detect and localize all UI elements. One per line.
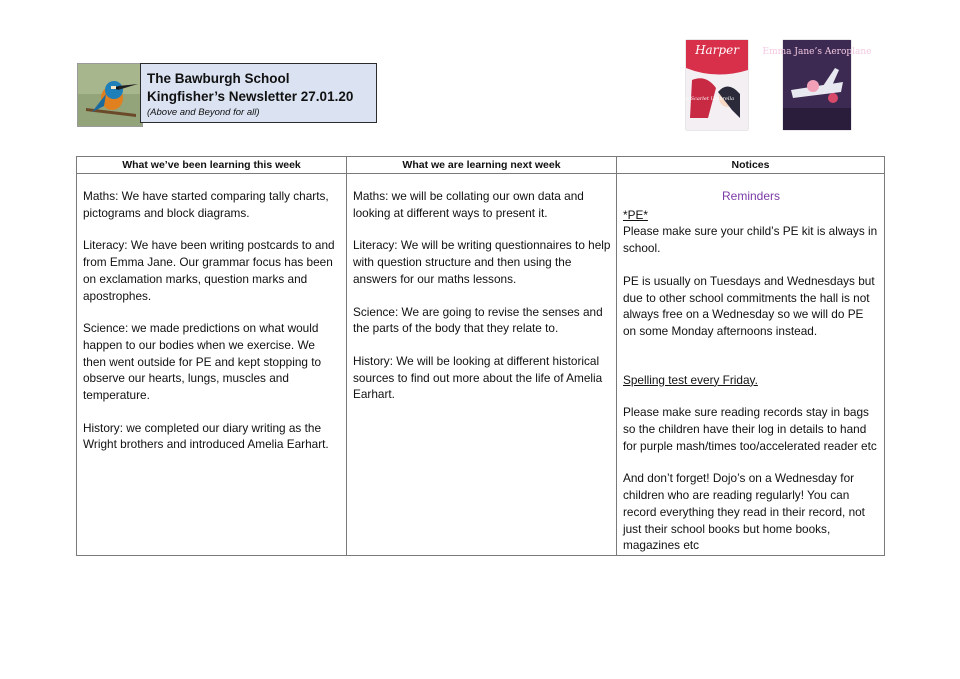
dojo-notice: And don’t forget! Dojo’s on a Wednesday for children who are reading regularly! You can record everything they read in their record, not just their school books but home books, magazines etc <box>623 471 865 553</box>
notices-cell <box>617 174 885 556</box>
reading-notice: Please make sure reading records stay in bags so the children have their log in details to hand for purple mash/times too/accelerated reader etc <box>623 405 877 453</box>
next-week-maths: Maths: we will be collating our own data and looking at different ways to present it. <box>353 189 584 220</box>
school-motto: (Above and Beyond for all) <box>147 107 260 118</box>
pe-kit-notice: Please make sure your child’s PE kit is always in school. <box>623 224 878 256</box>
newsletter-title: Kingfisher’s Newsletter 27.01.20 <box>147 89 354 104</box>
next-week-science: Science: We are going to revise the senses and the parts of the body that they relate to. <box>353 304 603 336</box>
school-name: The Bawburgh School <box>147 71 290 86</box>
pe-heading: *PE* <box>623 207 648 222</box>
next-week-cell <box>347 174 617 556</box>
next-week-history: History: We will be looking at different historical sources to find out more about the life of Amelia Earhart. <box>353 353 603 402</box>
next-week-literacy: Literacy: We will be writing questionnaires to help with question structure and then using the answers for our maths lessons. <box>353 238 611 286</box>
kingfisher-logo <box>77 63 143 127</box>
header-this-week: What we’ve been learning this week <box>77 157 347 174</box>
this-week-science: Science: we made predictions on what would happen to our bodies when we exercise. We then went outside for PE and kept stopping to observe our hearts, lungs, muscles and temperature. <box>83 321 322 403</box>
book-cover-emma-jane <box>762 40 872 130</box>
this-week-cell <box>77 174 347 556</box>
pe-days-notice: PE is usually on Tuesdays and Wednesdays but due to other school commitments the hall is not always free on a Wednesday so we will do PE on some Monday afternoons instead. <box>623 273 875 338</box>
book2-title: Emma Jane’s Aeroplane <box>762 47 872 57</box>
this-week-history: History: we completed our diary writing as the Wright brothers and introduced Amelia Earhart. <box>83 420 329 452</box>
book-cover-harper <box>669 40 748 130</box>
book1-title: Harper <box>695 43 739 57</box>
learning-table <box>76 156 885 556</box>
this-week-literacy: Literacy: We have been writing postcards to and from Emma Jane. Our grammar focus has been on exclamation marks, question marks and apostrophes. <box>83 238 335 303</box>
this-week-maths: Maths: We have started comparing tally charts, pictograms and block diagrams. <box>83 189 329 220</box>
header-next-week: What we are learning next week <box>347 157 617 174</box>
header-notices: Notices <box>617 157 885 174</box>
spelling-notice: Spelling test every Friday. <box>623 372 758 387</box>
reminders-heading: Reminders <box>721 189 781 203</box>
book1-subtitle: and the Scarlet Umbrella <box>669 96 735 102</box>
newsletter-title-box <box>140 63 377 123</box>
